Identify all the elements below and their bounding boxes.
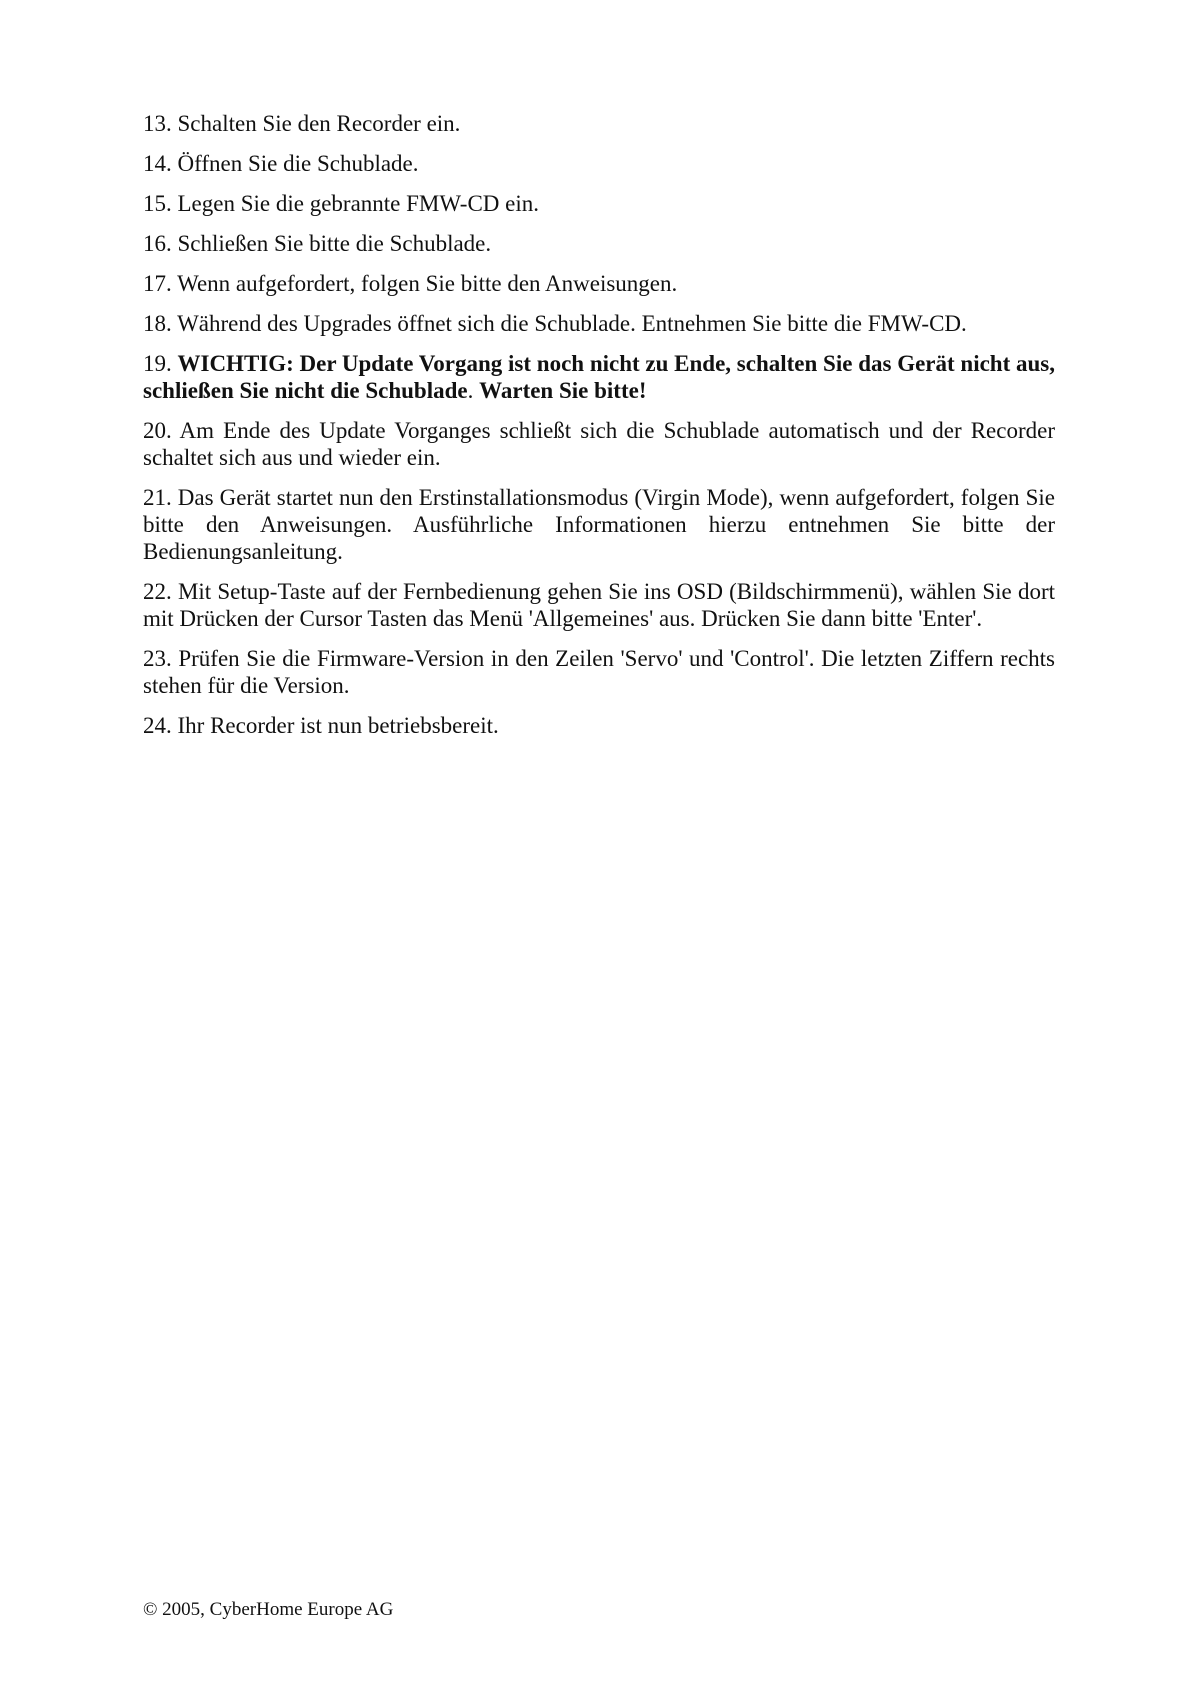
copyright-footer: © 2005, CyberHome Europe AG (143, 1599, 394, 1620)
step-19-warning-bold: WICHTIG: Der Update Vorgang ist noch nicht zu Ende, schalten Sie das Gerät nicht aus, schließen Sie nicht die Schublade (143, 351, 1055, 403)
step-15: 15. Legen Sie die gebrannte FMW-CD ein. (143, 191, 540, 216)
step-22: 22. Mit Setup-Taste auf der Fernbedienung gehen Sie ins OSD (Bildschirmmenü), wählen Sie dort mit Drücken der Cursor Tasten das Menü 'Allgemeines' aus. Drücken Sie dann bitte 'Enter'. (143, 579, 1055, 631)
step-17: 17. Wenn aufgefordert, folgen Sie bitte den Anweisungen. (143, 271, 678, 296)
step-19-wait-bold: Warten Sie bitte! (479, 378, 647, 403)
step-14: 14. Öffnen Sie die Schublade. (143, 151, 419, 176)
step-13: 13. Schalten Sie den Recorder ein. (143, 111, 461, 136)
step-24: 24. Ihr Recorder ist nun betriebsbereit. (143, 713, 499, 738)
step-18: 18. Während des Upgrades öffnet sich die Schublade. Entnehmen Sie bitte die FMW-CD. (143, 311, 967, 336)
step-23: 23. Prüfen Sie die Firmware-Version in den Zeilen 'Servo' und 'Control'. Die letzten Ziffern rechts stehen für die Version. (143, 646, 1055, 698)
step-16: 16. Schließen Sie bitte die Schublade. (143, 231, 492, 256)
step-19-number: 19. (143, 351, 172, 376)
document-body (143, 110, 1055, 752)
step-21: 21. Das Gerät startet nun den Erstinstallationsmodus (Virgin Mode), wenn aufgefordert, folgen Sie bitte den Anweisungen. Ausführliche Informationen hierzu entnehmen Sie bitte der Bedienungsanleitung. (143, 485, 1055, 564)
step-19-separator: . (467, 378, 474, 403)
step-19-warning (143, 350, 1055, 404)
step-20: 20. Am Ende des Update Vorganges schließt sich die Schublade automatisch und der Recorder schaltet sich aus und wieder ein. (143, 418, 1055, 470)
